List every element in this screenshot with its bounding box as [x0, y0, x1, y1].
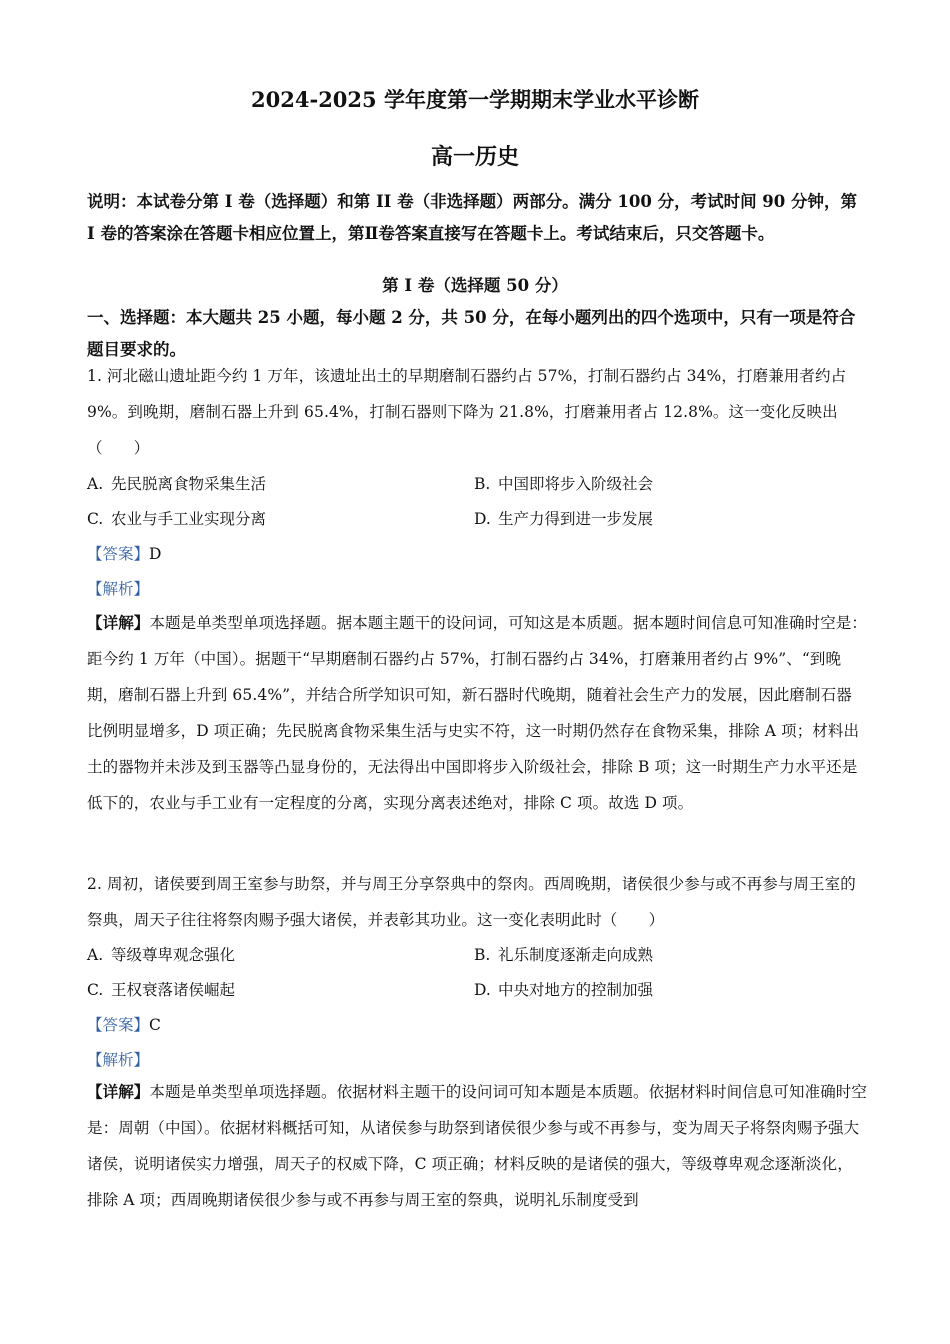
answer-value: C — [149, 1016, 161, 1034]
detail-label: 【详解】 — [87, 1082, 150, 1101]
exam-subject: 高一历史 — [430, 144, 519, 170]
question-2-answer — [87, 1013, 161, 1035]
exam-title: 2024-2025 学年度第一学期期末学业水平诊断 — [251, 87, 699, 112]
question-1-detail — [87, 605, 867, 821]
question-1-answer — [87, 542, 161, 564]
question-2-option-d: D. 中央对地方的控制加强 — [474, 981, 654, 999]
section-instructions: 一、选择题：本大题共 25 小题，每小题 2 分，共 50 分，在每小题列出的四个选项中，只有一项是符合题目要求的。 — [87, 308, 856, 359]
question-1-option-a: A. 先民脱离食物采集生活 — [87, 475, 267, 493]
answer-value: D — [149, 545, 162, 563]
question-1-option-d: D. 生产力得到进一步发展 — [474, 510, 654, 528]
detail-text: 本题是单类型单项选择题。据本题主题干的设问词，可知这是本质题。据本题时间信息可知准确时空是：距今约 1 万年（中国）。据题干“早期磨制石器约占 57%，打制石器约占 34%，打磨兼用者约占 9%”、“到晚期，磨制石器上升到 65.4%”，并结合所学知识可知，新石器时代晚期，随着社会生产力的发展，因此磨制石器比例明显增多，D 项正确；先民脱离食物采集生活与史实不符，这一时期仍然存在食物采集，排除 A 项；材料出土的器物并未涉及到玉器等凸显身份的，无法得出中国即将步入阶级社会，排除 B 项；这一时期生产力水平还是低下的，农业与手工业有一定程度的分离，实现分离表述绝对，排除 C 项。故选 D 项。 — [87, 614, 868, 812]
question-1-stem: 1. 河北磁山遗址距今约 1 万年，该遗址出土的早期磨制石器约占 57%，打制石器约占 34%，打磨兼用者约占 9%。到晚期，磨制石器上升到 65.4%，打制石器则下降为 21.8%，打磨兼用者占 12.8%。这一变化反映出（ ） — [87, 367, 847, 457]
question-2-detail — [87, 1074, 867, 1218]
detail-text: 本题是单类型单项选择题。依据材料主题干的设问词可知本题是本质题。依据材料时间信息可知准确时空是：周朝（中国）。依据材料概括可知，从诸侯参与助祭到诸侯很少参与或不再参与，变为周天子将祭肉赐予强大诸侯，说明诸侯实力增强，周天子的权威下降，C 项正确；材料反映的是诸侯的强大，等级尊卑观念逐渐淡化，排除 A 项；西周晚期诸侯很少参与或不再参与周王室的祭典，说明礼乐制度受到 — [87, 1083, 868, 1209]
detail-label: 【详解】 — [87, 613, 150, 632]
question-1-analysis-label: 【解析】 — [87, 580, 150, 598]
question-2-option-a: A. 等级尊卑观念强化 — [87, 946, 236, 964]
section-title: 第 I 卷（选择题 50 分） — [382, 276, 568, 295]
question-1-option-b: B. 中国即将步入阶级社会 — [474, 475, 654, 493]
question-1-option-c: C. 农业与手工业实现分离 — [87, 510, 267, 528]
question-2-stem: 2. 周初，诸侯要到周王室参与助祭，并与周王分享祭典中的祭肉。西周晚期，诸侯很少参与或不再参与周王室的祭典，周天子往往将祭肉赐予强大诸侯，并表彰其功业。这一变化表明此时（ ） — [87, 875, 856, 929]
question-2-option-c: C. 王权衰落诸侯崛起 — [87, 981, 236, 999]
answer-label: 【答案】 — [87, 1016, 150, 1034]
exam-instructions: 说明：本试卷分第 I 卷（选择题）和第 II 卷（非选择题）两部分。满分 100 分，考试时间 90 分钟，第 I 卷的答案涂在答题卡相应位置上，第Ⅱ卷答案直接写在答题卡上。考试结束后，只交答题卡。 — [87, 192, 858, 243]
question-2-option-b: B. 礼乐制度逐渐走向成熟 — [474, 946, 654, 964]
question-2-analysis-label: 【解析】 — [87, 1051, 150, 1069]
answer-label: 【答案】 — [87, 545, 150, 563]
